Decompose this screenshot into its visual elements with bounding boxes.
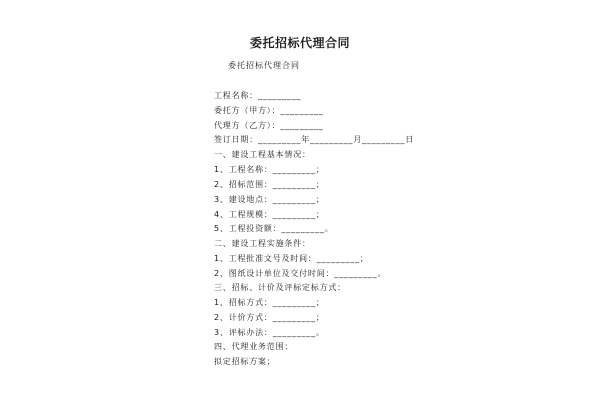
line-agent: 代理方（乙方）：_________	[214, 121, 324, 130]
list-item: 1、工程批准文号及时间：_________；	[214, 254, 369, 263]
section-heading-1: 一、建设工程基本情况：	[214, 150, 311, 159]
list-item: 4、工程规模：_________；	[214, 210, 325, 219]
list-item: 3、评标办法：_________。	[214, 328, 325, 337]
document-title: 委托招标代理合同	[249, 36, 350, 50]
section-heading-2: 二、建设工程实施条件：	[214, 239, 311, 248]
list-item: 5、工程投资额：_________。	[214, 224, 334, 233]
section-heading-3: 三、招标、计价及评标定标方式：	[214, 283, 346, 292]
list-item: 3、建设地点：_________；	[214, 195, 325, 204]
document-subtitle: 委托招标代理合同	[228, 61, 300, 70]
line-sign-date: 签订日期：_________年_________月_________日	[214, 135, 414, 144]
line-project-name: 工程名称：_________	[214, 91, 302, 100]
line-client: 委托方（甲方）：_________	[214, 106, 324, 115]
list-item: 2、计价方式：_________；	[214, 313, 325, 322]
list-item: 2、图纸设计单位及交付时间：_________。	[214, 269, 387, 278]
list-item: 1、工程名称：_________；	[214, 165, 325, 174]
list-item: 1、招标方式：_________；	[214, 298, 325, 307]
list-item: 拟定招标方案；	[214, 357, 276, 366]
section-heading-4: 四、代理业务范围：	[214, 342, 294, 351]
list-item: 2、招标范围：_________；	[214, 180, 325, 189]
